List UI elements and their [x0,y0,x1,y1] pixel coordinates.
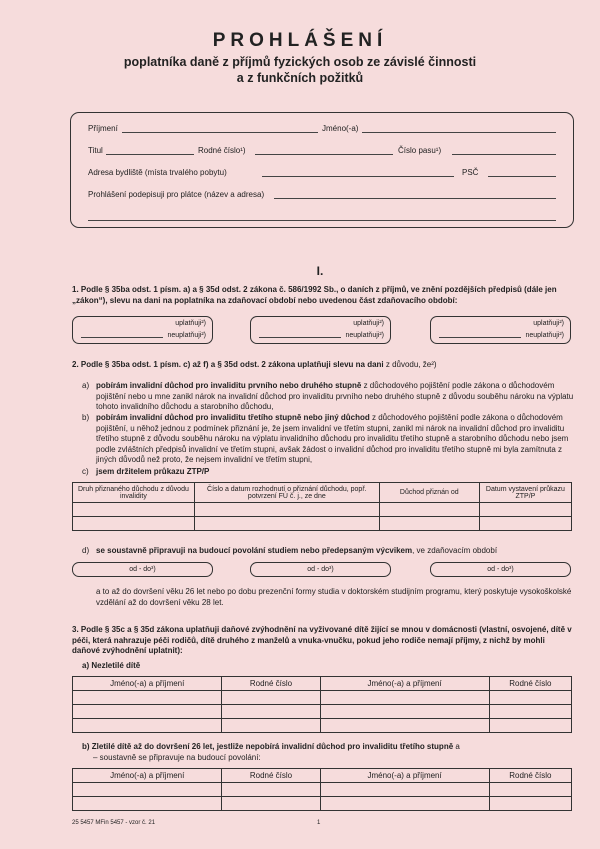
form-title: PROHLÁŠENÍ [212,30,388,51]
table-header-row [73,769,572,783]
section3-item-b: b) Zletilé dítě až do dovršení 26 let, jestliže nepobírá invalidní důchod pro invaliditu třetího stupně a [82,742,460,751]
table-cell[interactable] [320,691,489,705]
table-header: Druh přiznaného důchodu z důvodu invalidity [73,483,195,503]
table-cell[interactable] [73,691,222,705]
od-do-label-2: od - do³) [307,566,334,573]
table-cell[interactable] [73,719,222,733]
address-field[interactable] [262,168,454,177]
study-period-box-3[interactable] [430,562,571,577]
form-subtitle: poplatníka daně z příjmů fyzických osob ze závislé činnosti a z funkčních požitků [123,55,477,85]
table-cell[interactable] [489,719,571,733]
s1-option-box-2[interactable] [250,316,391,344]
col-name: Jméno(-a) a příjmení [320,769,489,783]
item-d-letter: d) [82,546,90,555]
col-name: Jméno(-a) a příjmení [73,677,222,691]
section2-item-d: se soustavně připravuji na budoucí povolání studiem nebo předepsaným výcvikem, ve zdaňovacím období [96,546,498,555]
minor-children-table [72,676,572,733]
table-cell[interactable] [222,783,320,797]
section3-item-a: a) Nezletilé dítě [82,661,141,670]
name-field[interactable] [362,124,556,133]
od-do-label-1: od - do³) [129,566,156,573]
col-rc: Rodné číslo [222,769,320,783]
table-header: Důchod přiznán od [379,483,479,503]
section2-item-a: pobírám invalidní důchod pro invaliditu prvního nebo druhého stupně z důchodového pojištění podle zákona o důchodovém pojištění nebo u mne zanikl nárok na invalidní důchod pro invaliditu prvního nebo druhého stupně z důvodu souběhu nároku na výplatu tohoto invalidního důchodu a starobního důchodu, [96,381,574,411]
table-cell[interactable] [222,797,320,811]
page-number: 1 [317,820,321,826]
table-cell[interactable] [479,503,571,517]
col-rc: Rodné číslo [489,769,571,783]
item-c-letter: c) [82,467,89,476]
table-row [73,691,572,705]
study-period-box-1[interactable] [72,562,213,577]
payer-field-line2[interactable] [88,212,556,221]
s1-not-applies-3: neuplatňuji²) [525,332,564,339]
s1-line-3 [439,331,521,338]
form-code: 25 5457 MFin 5457 - vzor č. 21 [72,820,156,826]
table-cell[interactable] [222,719,320,733]
table-row [73,517,572,531]
table-cell[interactable] [194,517,379,531]
birth-number-label: Rodné číslo¹) [198,146,246,155]
table-row [73,783,572,797]
section2-heading: 2. Podle § 35ba odst. 1 písm. c) až f) a § 35d odst. 2 zákona uplatňuji slevu na dani z důvodu, že²) [72,360,437,369]
table-header-row [73,677,572,691]
section2-item-b: pobírám invalidní důchod pro invaliditu třetího stupně nebo jiný důchod z důchodového pojištění podle zákona o důchodovém pojištění, u něhož jednou z podmínek přiznání je, že jsem invalidní ve třetím stupni, zanikl mi nárok na invalidní důchod pro invaliditu třetího stupně z důvodu souběhu nároku na výplatu invalidního důchodu pro invaliditu třetího stupně a starobního důchodu nebo jsem podle zvláštních předpisů invalidní ve třetím stupni, avšak žádost o invalidní důchod pro invaliditu třetího stupně mi byla zamítnuta z jiných důvodů než proto, že nejsem invalidní ve třetím stupni, [96,413,569,464]
table-cell[interactable] [73,503,195,517]
col-rc: Rodné číslo [489,677,571,691]
section2-item-d-note: a to až do dovršení věku 26 let nebo po dobu prezenční formy studia v doktorském studijním programu, který poskytuje vysokoškolské vzdělání až do dovršení věku 28 let. [96,587,572,607]
psc-field[interactable] [488,168,556,177]
table-cell[interactable] [479,517,571,531]
table-row [73,503,572,517]
table-row [73,719,572,733]
table-cell[interactable] [489,705,571,719]
adult-children-table [72,768,572,811]
psc-label: PSČ [462,168,479,177]
table-cell[interactable] [489,797,571,811]
s1-applies-3: uplatňuji²) [533,320,564,327]
table-cell[interactable] [73,705,222,719]
section-roman-one: I. [316,264,324,278]
section1-text: 1. Podle § 35ba odst. 1 písm. a) a § 35d odst. 2 zákona č. 586/1992 Sb., o daních z příjmů, ve znění pozdějších předpisů (dále jen „zákon“), slevu na dani na poplatníka na zdaňovací období nebo uvedenou část zdaňovacího období: [72,285,557,305]
table-cell[interactable] [489,783,571,797]
table-header-row [73,483,572,503]
name-label: Jméno(-a) [322,124,359,133]
table-cell[interactable] [489,691,571,705]
item-a-letter: a) [82,381,90,390]
section3-heading: 3. Podle § 35c a § 35d zákona uplatňuji daňové zvýhodnění na vyživované dítě žijící se mnou v domácnosti (vlastní, osvojené, dítě v péči, která nahrazuje péči rodičů, dítě druhého z manželů a vnuka-vnučku, pokud jeho rodiče nemají příjmy, z nichž by mohli daňové zvýhodnění uplatnit): [72,625,572,655]
table-cell[interactable] [320,797,489,811]
table-cell[interactable] [194,503,379,517]
s1-option-box-3[interactable] [430,316,571,344]
table-cell[interactable] [73,517,195,531]
table-cell[interactable] [73,783,222,797]
table-cell[interactable] [320,719,489,733]
payer-label: Prohlášení podepisuji pro plátce (název a adresa) [88,190,265,199]
disability-table [72,482,572,531]
col-rc: Rodné číslo [222,677,320,691]
s1-applies-2: uplatňuji²) [353,320,384,327]
table-cell[interactable] [222,705,320,719]
birth-number-field[interactable] [255,146,393,155]
s1-not-applies-2: neuplatňuji²) [345,332,384,339]
surname-field[interactable] [122,124,318,133]
title-field[interactable] [106,146,194,155]
table-header: Číslo a datum rozhodnutí o přiznání důchodu, popř. potvrzení FÚ č. j., ze dne [194,483,379,503]
title-label: Titul [88,146,103,155]
table-row [73,797,572,811]
payer-field[interactable] [274,190,556,199]
table-cell[interactable] [73,797,222,811]
surname-label: Příjmení [88,124,118,133]
s1-line-2 [259,331,341,338]
section3-item-b-line2: – soustavně se připravuje na budoucí povolání: [93,753,261,762]
table-cell[interactable] [320,783,489,797]
passport-field[interactable] [452,146,556,155]
table-cell[interactable] [379,517,479,531]
table-row [73,705,572,719]
s1-line-1 [81,331,163,338]
table-header: Datum vystavení průkazu ZTP/P [479,483,571,503]
table-cell[interactable] [379,503,479,517]
address-label: Adresa bydliště (místa trvalého pobytu) [88,168,227,177]
table-cell[interactable] [320,705,489,719]
s1-option-box-1[interactable] [72,316,213,344]
s1-applies-1: uplatňuji²) [175,320,206,327]
od-do-label-3: od - do³) [487,566,514,573]
item-b-letter: b) [82,413,90,422]
section2-item-c: jsem držitelem průkazu ZTP/P [96,467,210,476]
passport-label: Číslo pasu¹) [398,146,442,155]
col-name: Jméno(-a) a příjmení [320,677,489,691]
study-period-box-2[interactable] [250,562,391,577]
table-cell[interactable] [222,691,320,705]
s1-not-applies-1: neuplatňuji²) [167,332,206,339]
col-name: Jméno(-a) a příjmení [73,769,222,783]
